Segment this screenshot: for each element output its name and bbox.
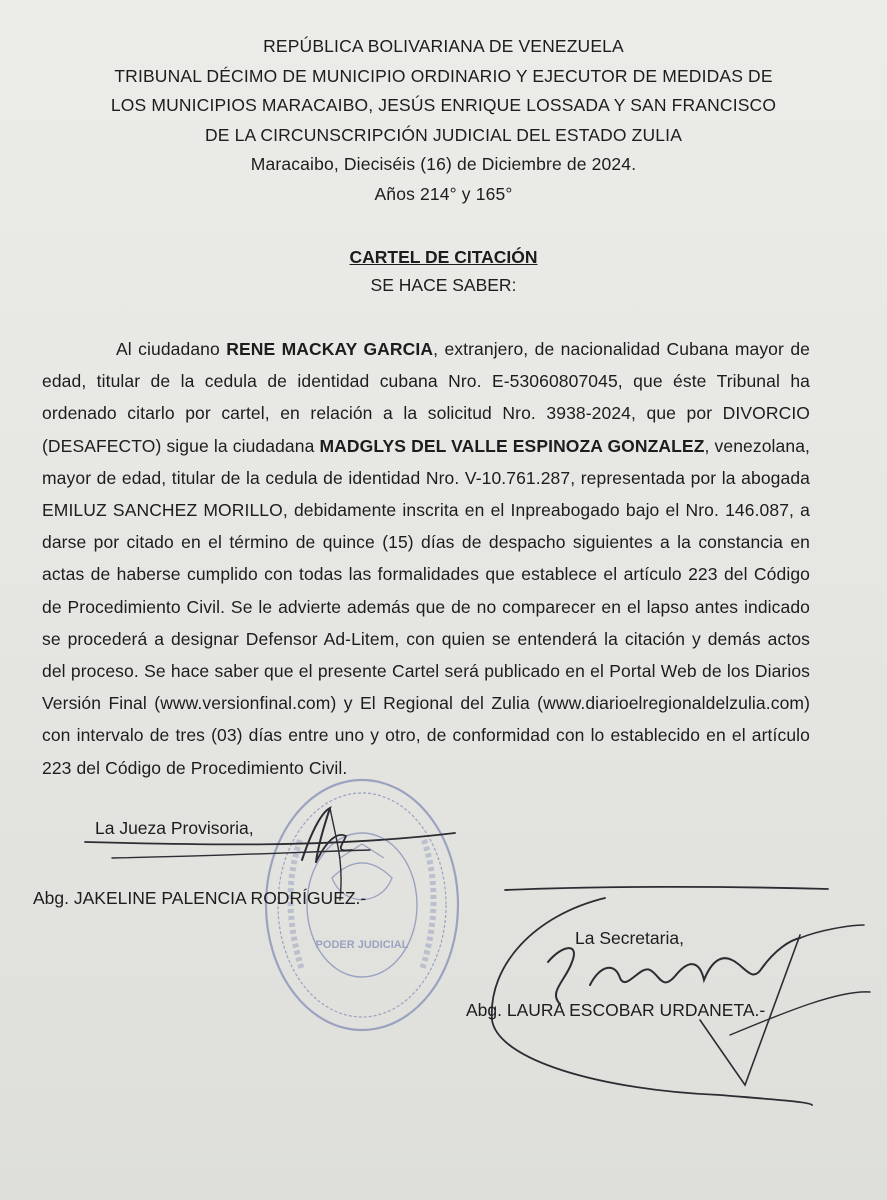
link-elregional[interactable]: www.diarioelregionaldelzulia.com <box>543 693 805 714</box>
header-court-line-2: LOS MUNICIPIOS MARACAIBO, JESÚS ENRIQUE LOSSADA Y SAN FRANCISCO <box>110 95 777 115</box>
judge-name: Abg. JAKELINE PALENCIA RODRÍGUEZ.- <box>33 888 367 908</box>
notice-title: CARTEL DE CITACIÓN <box>349 247 538 267</box>
body-text-5: ) con intervalo de tres (03) días entre uno y otro, de conformidad con lo establecido en el artículo 223 del Código de Procedimiento Civil. <box>42 693 811 778</box>
notice-subtitle: SE HACE SABER: <box>370 275 517 295</box>
link-versionfinal[interactable]: www.versionfinal.com <box>160 693 331 714</box>
stamp-text: PODER JUDICIAL <box>315 939 409 951</box>
body-text-2: , extranjero, de nacionalidad Cubana mayor de edad, titular de la cedula de identidad cubana Nro. E-53060807045, que éste Tribunal ha ordenado citarlo por cartel, en relación a la solicitud Nro. 3938-2024, que por DIVORCIO (DESAFECTO) sigue la ciudadana <box>42 339 810 456</box>
header-court-line-1: TRIBUNAL DÉCIMO DE MUNICIPIO ORDINARIO Y EJECUTOR DE MEDIDAS DE <box>114 65 773 86</box>
header-country: REPÚBLICA BOLIVARIANA DE VENEZUELA <box>263 36 624 56</box>
secretary-name: Abg. LAURA ESCOBAR URDANETA.- <box>466 1000 766 1020</box>
header-court-line-3: DE LA CIRCUNSCRIPCIÓN JUDICIAL DEL ESTADO ZULIA <box>204 124 683 145</box>
body-text-3: , venezolana, mayor de edad, titular de la cedula de identidad Nro. V-10.761.287, representada por la abogada EMILUZ SANCHEZ MORILLO, debidamente inscrita en el Inpreabogado bajo el Nro. 146.087, a darse por citado en el término de quince (15) días de despacho siguientes a la constancia en actas de haberse cumplido con todas las formalidades que establece el artículo 223 del Código de Procedimiento Civil. Se le advierte además que de no comparecer en el lapso antes indicado se procederá a designar Defensor Ad-Litem, con quien se entenderá la citación y demás actos del proceso. Se hace saber que el presente Cartel será publicado en el Portal Web de los Diarios Versión Final ( <box>42 435 810 714</box>
secretary-title: La Secretaria, <box>575 928 684 948</box>
body-text-4: ) y El Regional del Zulia ( <box>330 693 544 714</box>
judge-title: La Jueza Provisoria, <box>95 818 254 838</box>
header-date: Maracaibo, Dieciséis (16) de Diciembre de 2024. <box>250 154 637 174</box>
body-text-1: Al ciudadano <box>116 339 220 359</box>
defendant-name: RENE MACKAY GARCIA <box>226 339 434 359</box>
plaintiff-name: MADGLYS DEL VALLE ESPINOZA GONZALEZ <box>319 435 705 456</box>
header-years: Años 214° y 165° <box>374 183 513 204</box>
secretary-signature <box>492 887 870 1105</box>
